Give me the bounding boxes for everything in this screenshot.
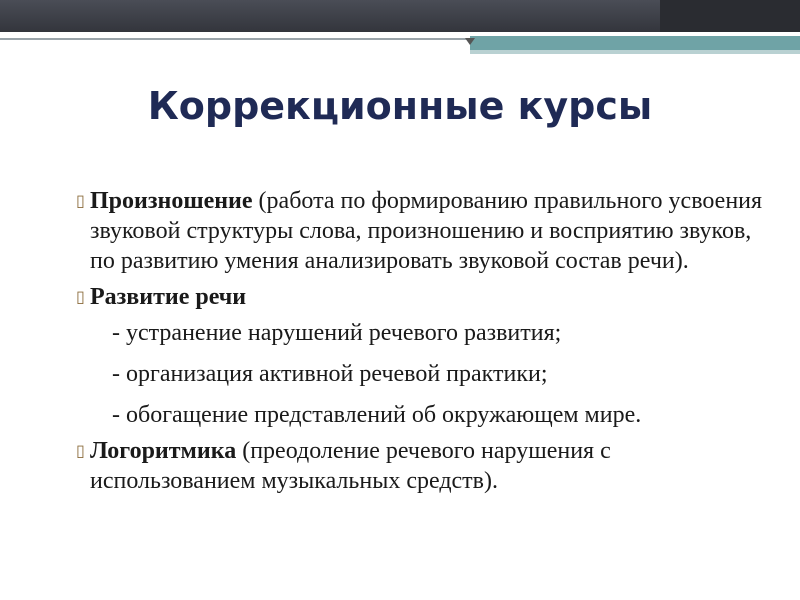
item-heading: Развитие речи — [90, 284, 247, 310]
top-decor-block — [660, 0, 800, 32]
item-heading: Логоритмика — [90, 438, 237, 464]
list-item — [76, 186, 766, 276]
slide-content — [76, 186, 766, 502]
bullet-icon: ▯ — [76, 191, 85, 210]
top-decor-bar — [0, 0, 800, 32]
item-text: (работа по формированию правильного усвоения звуковой структуры слова, произношению и восприятию звуков, по развитию умения анализировать звуковой состав речи). — [90, 188, 763, 274]
slide-title: Коррекционные курсы — [147, 84, 653, 128]
sub-item: - обогащение представлений об окружающем мире. — [112, 402, 642, 428]
item-text: (преодоление речевого нарушения с использованием музыкальных средств). — [90, 438, 611, 494]
bullet-icon: ▯ — [76, 287, 85, 306]
bullet-icon: ▯ — [76, 441, 85, 460]
item-heading: Произношение — [90, 188, 253, 214]
sub-item: - организация активной речевой практики; — [112, 361, 548, 387]
list-item — [76, 436, 766, 496]
decor-teal-bar — [470, 36, 800, 50]
sub-item: - устранение нарушений речевого развития; — [112, 320, 562, 346]
list-item — [76, 282, 766, 312]
decor-teal-light-bar — [470, 50, 800, 54]
decor-triangle-icon — [465, 38, 475, 45]
